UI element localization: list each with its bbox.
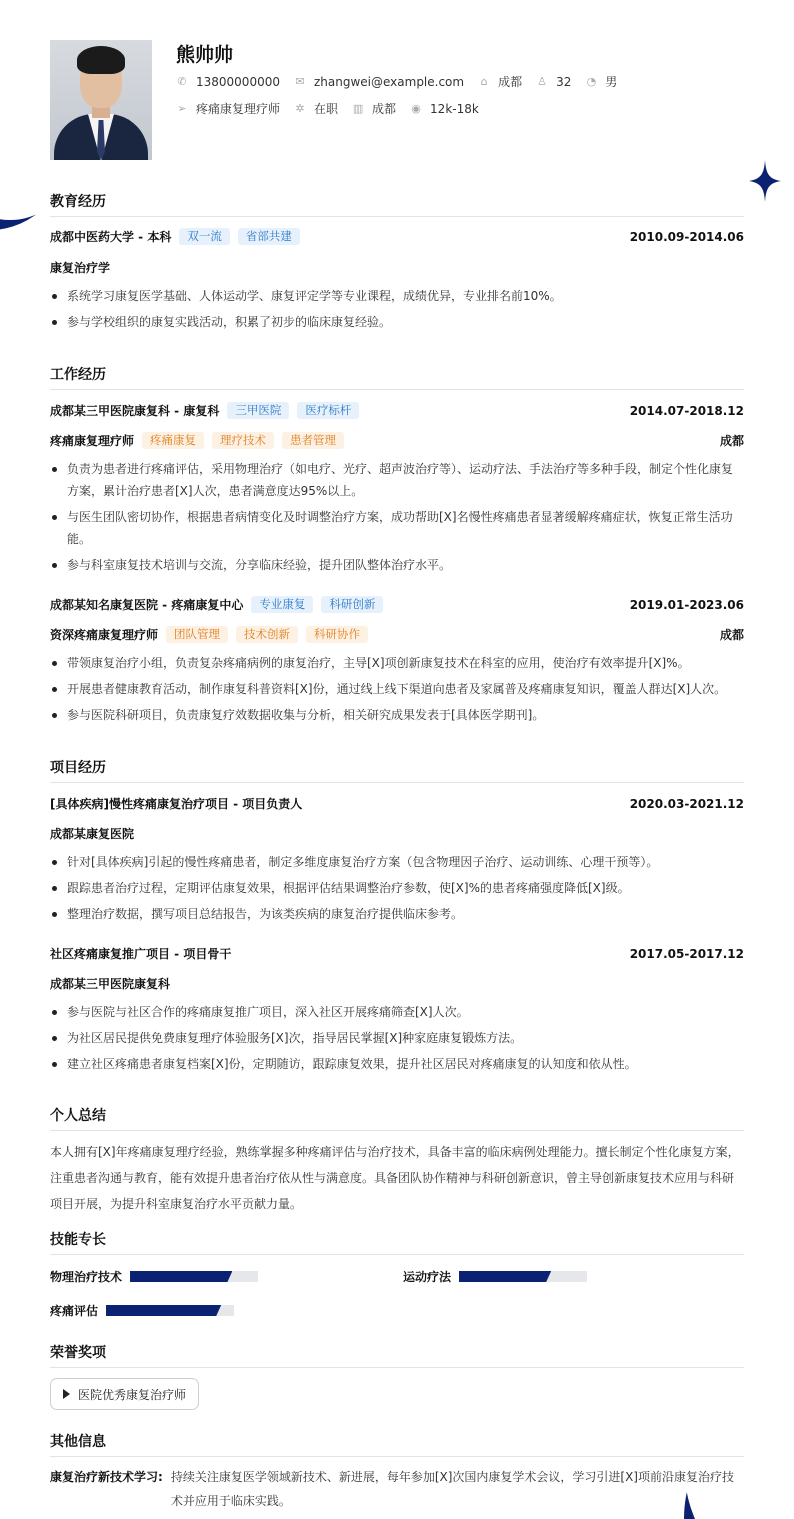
other-info-section	[50, 1431, 744, 1508]
list-item: 参与医院与社区合作的疼痛康复推广项目，深入社区开展疼痛筛查[X]人次。	[50, 1001, 744, 1023]
building-icon: ▥	[352, 101, 364, 115]
project-date: 2020.03-2021.12	[629, 796, 744, 811]
skill-item	[50, 1302, 234, 1319]
target-city: 成都	[372, 102, 397, 116]
list-item: 跟踪患者治疗过程，定期评估康复效果，根据评估结果调整治疗参数，使[X]%的患者疼痛强度降低[X]级。	[50, 877, 744, 899]
phone-icon: ✆	[177, 74, 187, 88]
job-role-row	[50, 432, 744, 449]
summary-section	[50, 1105, 744, 1211]
project-name: 社区疼痛康复推广项目 - 项目骨干	[50, 947, 232, 961]
role-tag: 团队管理	[166, 626, 228, 643]
skill-level-fill	[106, 1305, 221, 1316]
role-tag: 疼痛康复	[142, 432, 204, 449]
section-title: 项目经历	[50, 757, 744, 783]
list-item: 针对[具体疾病]引起的慢性疼痛患者，制定多维度康复治疗方案（包含物理因子治疗、运动训练、心理干预等）。	[50, 851, 744, 873]
role-tag: 技术创新	[236, 626, 298, 643]
job-city: 成都	[719, 434, 744, 448]
target-position: 疼痛康复理疗师	[196, 102, 281, 116]
gender-icon: ◔	[586, 74, 597, 88]
skill-level-bar	[106, 1305, 234, 1316]
award-item	[50, 1378, 199, 1410]
skill-item	[403, 1268, 587, 1285]
contact-row	[176, 73, 631, 90]
send-icon: ➢	[177, 101, 187, 115]
list-item: 带领康复治疗小组，负责复杂疼痛病例的康复治疗，主导[X]项创新康复技术在科室的应用，使治疗有效率提升[X]%。	[50, 652, 744, 674]
job-role-row	[50, 626, 744, 643]
skill-level-fill	[459, 1271, 551, 1282]
skills-section	[50, 1229, 744, 1318]
school-tag: 双一流	[179, 228, 230, 245]
section-title: 教育经历	[50, 191, 744, 217]
projects-section	[50, 757, 744, 1071]
job-date: 2014.07-2018.12	[629, 403, 744, 418]
section-title: 个人总结	[50, 1105, 744, 1131]
education-bullets	[50, 285, 744, 337]
skill-level-bar	[130, 1271, 258, 1282]
gender: 男	[605, 75, 618, 89]
age: 32	[556, 74, 572, 89]
company-tag: 三甲医院	[227, 402, 289, 419]
list-item: 开展患者健康教育活动，制作康复科普资料[X]份，通过线上线下渠道向患者及家属普及疼痛康复知识，覆盖人群达[X]人次。	[50, 678, 744, 700]
company-tag: 科研创新	[321, 596, 383, 613]
project-name: [具体疾病]慢性疼痛康复治疗项目 - 项目负责人	[50, 797, 303, 811]
job-header-row	[50, 402, 744, 419]
triangle-bullet-icon	[63, 1389, 70, 1399]
skill-name: 物理治疗技术	[50, 1270, 123, 1284]
section-title: 荣誉奖项	[50, 1342, 744, 1368]
school-tag: 省部共建	[238, 228, 300, 245]
skill-name: 疼痛评估	[50, 1304, 99, 1318]
role-tag: 理疗技术	[212, 432, 274, 449]
phone-number: 13800000000	[196, 74, 280, 89]
list-item: 为社区居民提供免费康复理疗体验服务[X]次，指导居民掌握[X]种家庭康复锻炼方法。	[50, 1027, 744, 1049]
company-tag: 医疗标杆	[297, 402, 359, 419]
role-tag: 患者管理	[282, 432, 344, 449]
job-role: 资深疼痛康复理疗师	[50, 628, 159, 642]
mail-icon: ✉	[295, 74, 305, 88]
school-name: 成都中医药大学 - 本科	[50, 230, 172, 244]
work-section	[50, 364, 744, 722]
skill-level-fill	[130, 1271, 232, 1282]
list-item: 负责为患者进行疼痛评估，采用物理治疗（如电疗、光疗、超声波治疗等）、运动疗法、手法治疗等多种手段，制定个性化康复方案，累计治疗患者[X]人次，患者满意度达95%以上。	[50, 458, 744, 502]
project-org: 成都某三甲医院康复科	[50, 977, 171, 991]
education-header-row	[50, 228, 744, 245]
major: 康复治疗学	[50, 261, 111, 275]
list-item: 整理治疗数据，撰写项目总结报告，为该类疾病的康复治疗提供临床参考。	[50, 903, 744, 925]
list-item: 与医生团队密切协作，根据患者病情变化及时调整治疗方案，成功帮助[X]名慢性疼痛患者显著缓解疼痛症状，恢复正常生活功能。	[50, 506, 744, 550]
city: 成都	[498, 75, 523, 89]
skill-name: 运动疗法	[403, 1270, 452, 1284]
company-tag: 专业康复	[251, 596, 313, 613]
job-city: 成都	[719, 628, 744, 642]
job-intent-row	[176, 100, 493, 117]
education-date: 2010.09-2014.06	[629, 229, 744, 244]
company-name: 成都某知名康复医院 - 疼痛康复中心	[50, 598, 244, 612]
section-title: 其他信息	[50, 1431, 744, 1457]
list-item: 参与医院科研项目，负责康复疗效数据收集与分析，相关研究成果发表于[具体医学期刊]。	[50, 704, 744, 726]
section-title: 技能专长	[50, 1229, 744, 1255]
list-item: 系统学习康复医学基础、人体运动学、康复评定学等专业课程，成绩优异，专业排名前10%。	[50, 285, 744, 307]
list-item: 参与学校组织的康复实践活动，积累了初步的临床康复经验。	[50, 311, 744, 333]
list-item: 参与科室康复技术培训与交流，分享临床经验，提升团队整体治疗水平。	[50, 554, 744, 576]
salary-icon: ◉	[411, 101, 421, 115]
award-name: 医院优秀康复治疗师	[78, 1387, 187, 1402]
home-icon: ⌂	[480, 74, 488, 88]
sparkle-star-icon	[749, 160, 781, 202]
project-bullets	[50, 1001, 744, 1079]
age-icon: ♙	[537, 74, 548, 88]
project-header-row	[50, 795, 744, 812]
job-role: 疼痛康复理疗师	[50, 434, 135, 448]
section-title: 工作经历	[50, 364, 744, 390]
job-header-row	[50, 596, 744, 613]
skill-item	[50, 1268, 258, 1285]
list-item: 建立社区疼痛患者康复档案[X]份，定期随访，跟踪康复效果，提升社区居民对疼痛康复的认知度和依从性。	[50, 1053, 744, 1075]
status-icon: ✲	[295, 101, 305, 115]
job-date: 2019.01-2023.06	[629, 597, 744, 612]
other-info-label: 康复治疗新技术学习:	[50, 1470, 163, 1484]
awards-section	[50, 1342, 744, 1402]
role-tag: 科研协作	[306, 626, 368, 643]
other-info-text: 持续关注康复医学领域新技术、新进展，每年参加[X]次国内康复学术会议，学习引进[X]项前沿康复治疗技术并应用于临床实践。	[170, 1470, 734, 1508]
other-info-item	[50, 1465, 744, 1513]
summary-text: 本人拥有[X]年疼痛康复理疗经验，熟练掌握多种疼痛评估与治疗技术，具备丰富的临床病例处理能力。擅长制定个性化康复方案，注重患者沟通与教育，能有效提升患者治疗依从性与满意度。具备团队协作精神与科研创新意识，曾主导创新康复技术应用与科研项目开展，为提升科室康复治疗水平贡献力量。	[50, 1145, 740, 1211]
education-section	[50, 191, 744, 329]
job-bullets	[50, 458, 744, 580]
project-date: 2017.05-2017.12	[629, 946, 744, 961]
company-name: 成都某三甲医院康复科 - 康复科	[50, 404, 220, 418]
candidate-name: 熊帅帅	[176, 44, 234, 66]
expected-salary: 12k-18k	[430, 101, 479, 116]
skill-level-bar	[459, 1271, 587, 1282]
project-org: 成都某康复医院	[50, 827, 135, 841]
profile-photo	[50, 40, 152, 160]
email-address: zhangwei@example.com	[313, 74, 465, 89]
job-status: 在职	[314, 102, 339, 116]
project-header-row	[50, 945, 744, 962]
project-bullets	[50, 851, 744, 929]
job-bullets	[50, 652, 744, 730]
